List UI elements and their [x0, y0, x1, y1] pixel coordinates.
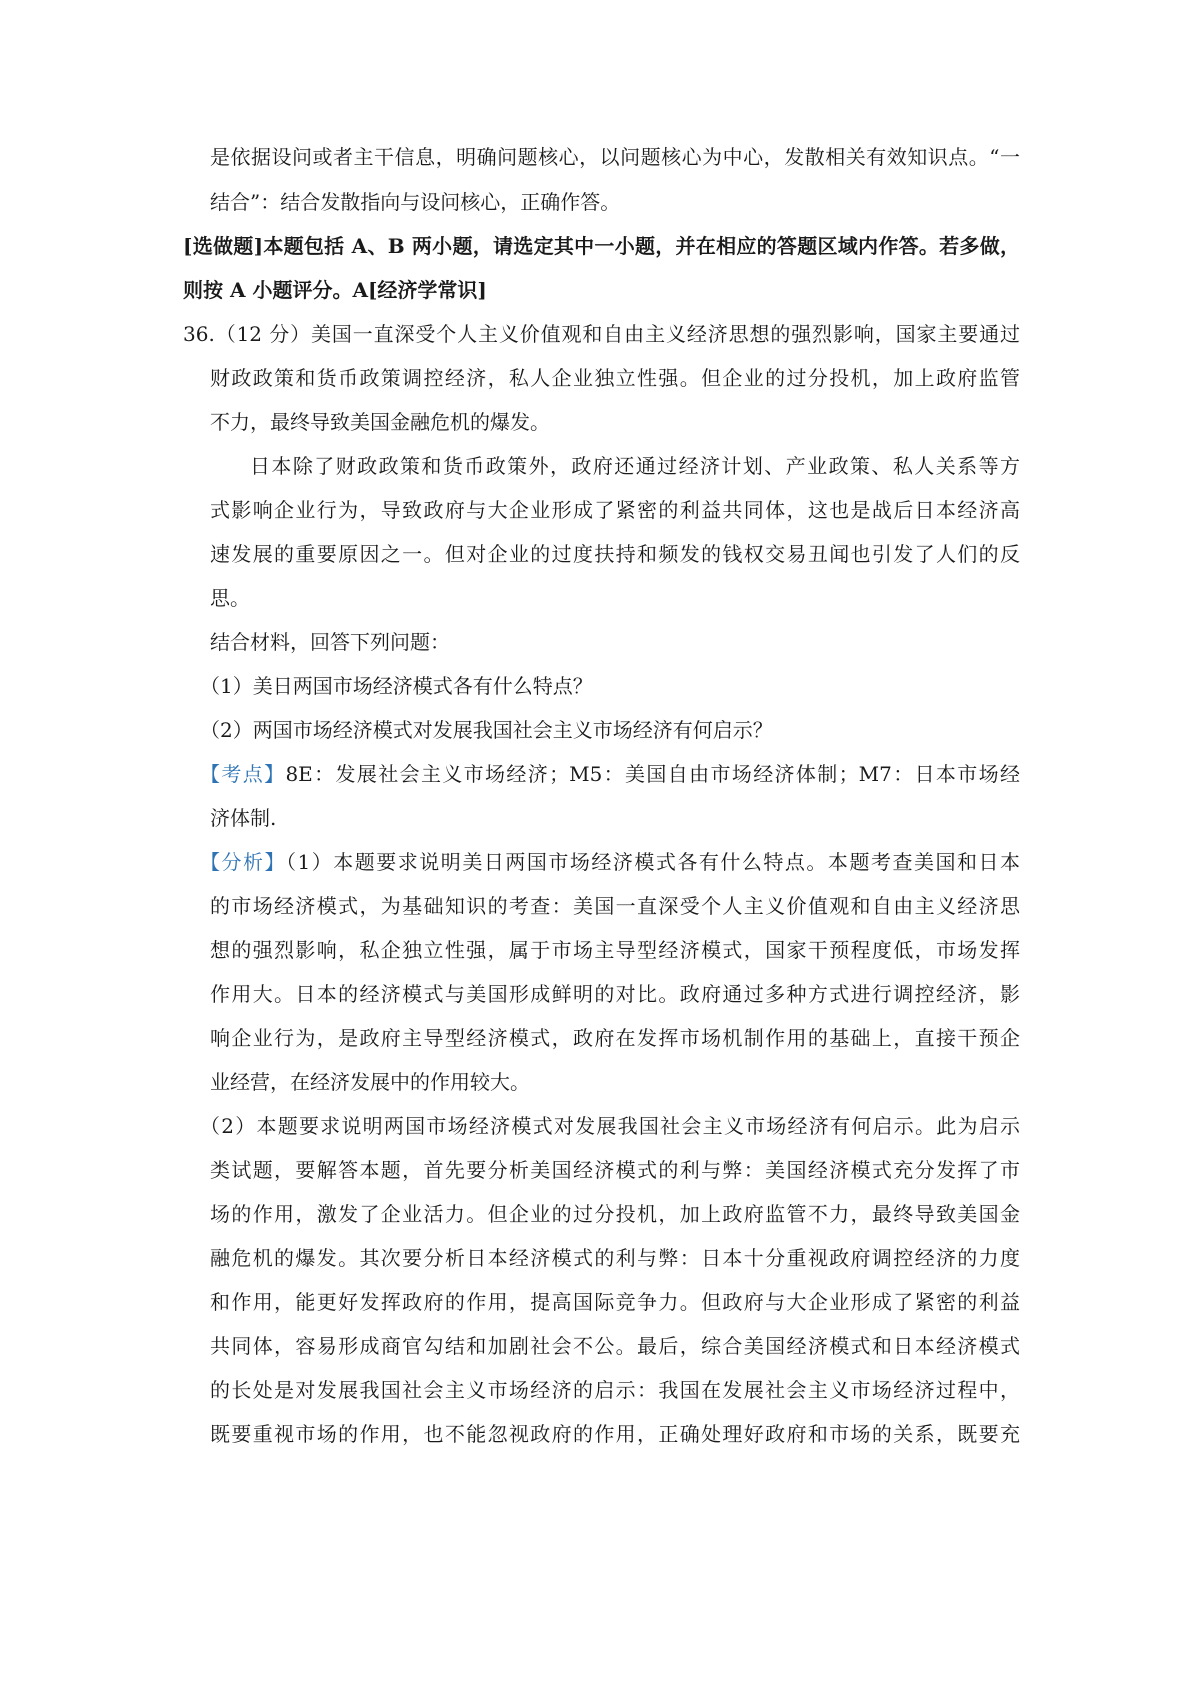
material-line: 思。	[210, 586, 250, 610]
question-text: （12 分）美国一直深受个人主义价值观和自由主义经济思想的强烈影响，国家主要通过	[214, 322, 1020, 346]
kaodian-text: 8E：发展社会主义市场经济；M5：美国自由市场经济体制；M7：日本市场经	[285, 762, 1021, 786]
sub-question-1: （1）美日两国市场经济模式各有什么特点？	[200, 674, 593, 698]
fenxi-line: 场的作用，激发了企业活力。但企业的过分投机，加上政府监管不力，最终导致美国金	[210, 1202, 1020, 1226]
question-first-line	[183, 320, 1020, 348]
kaodian-label: 【考点】	[200, 762, 286, 786]
question-prompt: 结合材料，回答下列问题：	[210, 630, 450, 654]
elective-instruction: 则按 A 小题评分。A[经济学常识]	[183, 278, 487, 302]
fenxi-line: 的市场经济模式，为基础知识的考查：美国一直深受个人主义价值观和自由主义经济思	[210, 894, 1020, 918]
fenxi-line: 类试题，要解答本题，首先要分析美国经济模式的利与弊：美国经济模式充分发挥了市	[210, 1158, 1020, 1182]
fenxi-line: 响企业行为，是政府主导型经济模式，政府在发挥市场机制作用的基础上，直接干预企	[210, 1026, 1020, 1050]
fenxi-line: 的长处是对发展我国社会主义市场经济的启示：我国在发展社会主义市场经济过程中，	[210, 1378, 1020, 1402]
elective-instruction: [选做题]本题包括 A、B 两小题，请选定其中一小题，并在相应的答题区域内作答。若多做，	[183, 234, 1020, 258]
fenxi-line: （2）本题要求说明两国市场经济模式对发展我国社会主义市场经济有何启示。此为启示	[200, 1114, 1020, 1138]
fenxi-line: 共同体，容易形成商官勾结和加剧社会不公。最后，综合美国经济模式和日本经济模式	[210, 1334, 1020, 1358]
fenxi-line: 和作用，能更好发挥政府的作用，提高国际竞争力。但政府与大企业形成了紧密的利益	[210, 1290, 1020, 1314]
fenxi-line: 融危机的爆发。其次要分析日本经济模式的利与弊：日本十分重视政府调控经济的力度	[210, 1246, 1020, 1270]
fenxi-line	[200, 848, 1020, 876]
fenxi-label: 【分析】	[200, 850, 287, 874]
fenxi-line: 作用大。日本的经济模式与美国形成鲜明的对比。政府通过多种方式进行调控经济，影	[210, 982, 1020, 1006]
question-line: 不力，最终导致美国金融危机的爆发。	[210, 410, 550, 434]
fenxi-line: 既要重视市场的作用，也不能忽视政府的作用，正确处理好政府和市场的关系，既要充	[210, 1422, 1020, 1446]
fenxi-line: 想的强烈影响，私企独立性强，属于市场主导型经济模式，国家干预程度低，市场发挥	[210, 938, 1020, 962]
sub-question-2: （2）两国市场经济模式对发展我国社会主义市场经济有何启示？	[200, 718, 773, 742]
fenxi-line: 业经营，在经济发展中的作用较大。	[210, 1070, 530, 1094]
tip-line: 是依据设问或者主干信息，明确问题核心，以问题核心为中心，发散相关有效知识点。“一	[210, 145, 1020, 169]
tip-line: 结合”：结合发散指向与设问核心，正确作答。	[210, 190, 621, 214]
material-line: 速发展的重要原因之一。但对企业的过度扶持和频发的钱权交易丑闻也引发了人们的反	[210, 542, 1020, 566]
question-number: 36.	[183, 322, 215, 346]
question-line: 财政政策和货币政策调控经济，私人企业独立性强。但企业的过分投机，加上政府监管	[210, 366, 1020, 390]
kaodian-line	[200, 760, 1020, 788]
fenxi-text: （1）本题要求说明美日两国市场经济模式各有什么特点。本题考查美国和日本	[286, 850, 1020, 874]
material-line: 日本除了财政政策和货币政策外，政府还通过经济计划、产业政策、私人关系等方	[250, 454, 1020, 478]
material-line: 式影响企业行为，导致政府与大企业形成了紧密的利益共同体，这也是战后日本经济高	[210, 498, 1020, 522]
kaodian-line: 济体制.	[210, 806, 277, 830]
